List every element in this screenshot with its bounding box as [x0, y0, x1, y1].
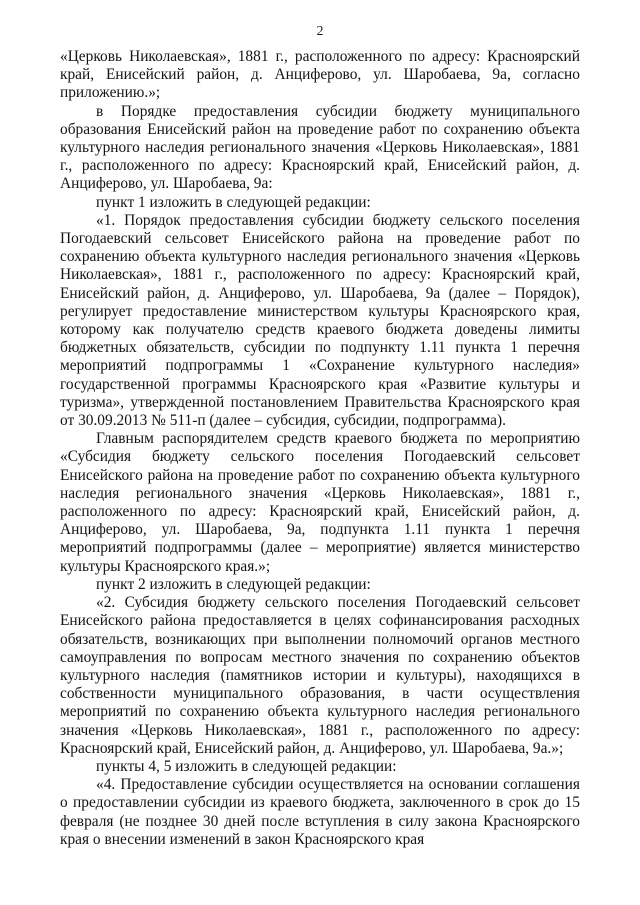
document-body	[60, 48, 580, 849]
paragraph-7: «2. Субсидия бюджету сельского поселения Погодаевский сельсовет Енисейского района предоставляется в целях софинансирования расходных обязательств, возникающих при выполнении полномочий органов местного самоуправления по вопросам местного значения по сохранению объектов культурного наследия (памятников истории и культуры), находящихся в собственности муниципального образования, в части осуществления мероприятий по сохранению объекта культурного наследия регионального значения «Церковь Николаевская», 1881 г., расположенного по адресу: Красноярский край, Енисейский район, д. Анциферово, ул. Шаробаева, 9а.»;	[60, 594, 580, 757]
paragraph-5: Главным распорядителем средств краевого бюджета по мероприятию «Субсидия бюджету сельского поселения Погодаевский сельсовет Енисейского района на проведение работ по сохранению объекта культурного наследия регионального значения «Церковь Николаевская», 1881 г., расположенного по адресу: Красноярский край, Енисейский район, д. Анциферово, ул. Шаробаева, 9а, подпункта 1.11 пункта 1 перечня мероприятий подпрограммы (далее – мероприятие) является министерство культуры Красноярского края.»;	[60, 430, 580, 575]
paragraph-2: в Порядке предоставления субсидии бюджету муниципального образования Енисейский район на проведение работ по сохранению объекта культурного наследия регионального значения «Церковь Николаевская», 1881 г., расположенного по адресу: Красноярский край, Енисейский район, д. Анциферово, ул. Шаробаева, 9а:	[60, 102, 580, 193]
paragraph-6: пункт 2 изложить в следующей редакции:	[96, 575, 371, 593]
paragraph-8: пункты 4, 5 изложить в следующей редакции:	[96, 757, 397, 775]
page-number: 2	[316, 24, 324, 39]
paragraph-1: «Церковь Николаевская», 1881 г., расположенного по адресу: Красноярский край, Енисейский район, д. Анциферово, ул. Шаробаева, 9а, согласно приложению.»;	[60, 48, 580, 102]
paragraph-4: «1. Порядок предоставления субсидии бюджету сельского поселения Погодаевский сельсовет Енисейского района на проведение работ по сохранению объекта культурного наследия регионального значения «Церковь Николаевская», 1881 г., расположенного по адресу: Красноярский край, Енисейский район, д. Анциферово, ул. Шаробаева, 9а (далее – Порядок), регулирует предоставление министерством культуры Красноярского края, которому как получателю средств краевого бюджета доведены лимиты бюджетных обязательств, субсидии по подпункту 1.11 пункта 1 перечня мероприятий подпрограммы 1 «Сохранение культурного наследия» государственной программы Красноярского края «Развитие культуры и туризма», утвержденной постановлением Правительства Красноярского края от 30.09.2013 № 511-п (далее – субсидия, субсидии, подпрограмма).	[60, 211, 580, 430]
paragraph-3: пункт 1 изложить в следующей редакции:	[96, 193, 371, 211]
paragraph-9: «4. Предоставление субсидии осуществляется на основании соглашения о предоставлении субсидии из краевого бюджета, заключенного в срок до 15 февраля (не позднее 30 дней после вступления в силу закона Красноярского края о внесении изменений в закон Красноярского края	[60, 776, 580, 848]
